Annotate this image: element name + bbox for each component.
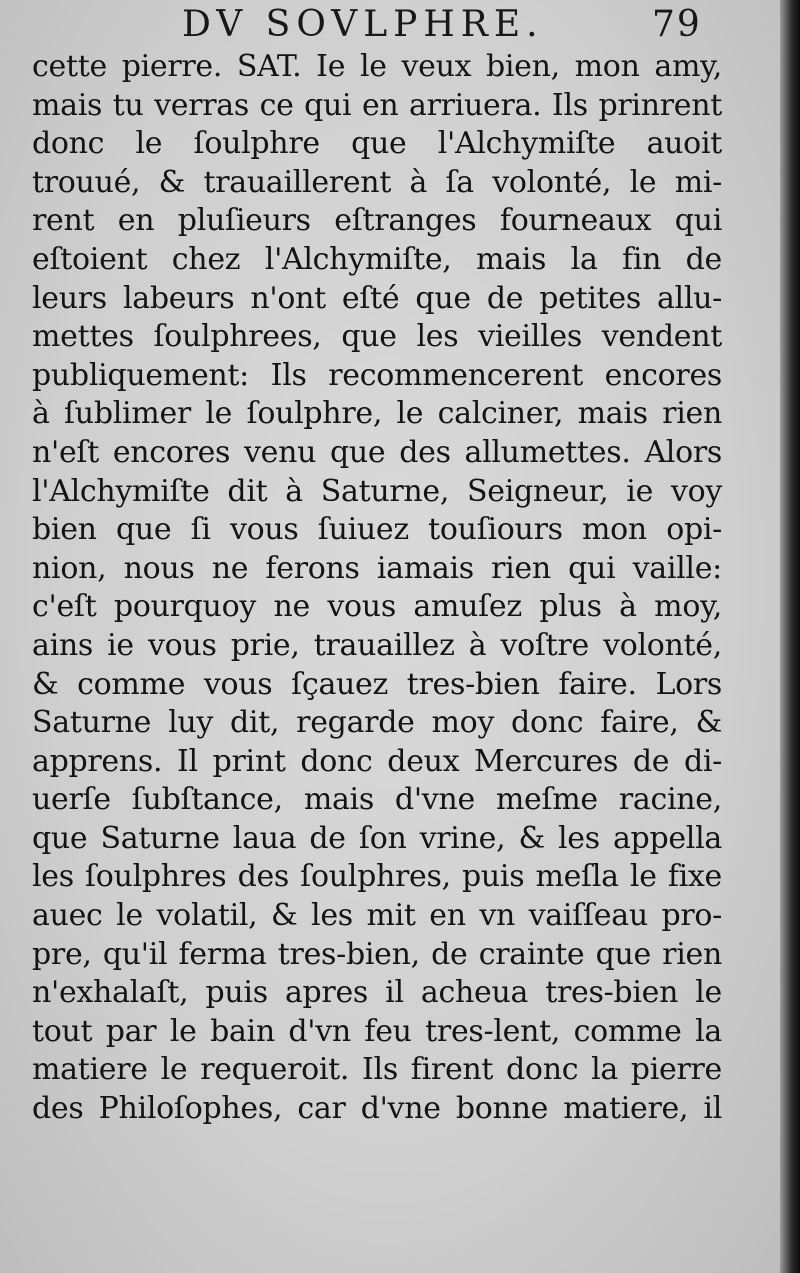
text-line: matiere le requeroit. Ils firent donc la pierre	[32, 1052, 722, 1088]
text-line: donc le ſoulphre que l'Alchymiſte auoit	[32, 126, 722, 162]
text-line: pre, qu'il ferma tres-bien, de crainte que rien	[32, 936, 722, 972]
running-title: DV SOVLPHRE.	[182, 4, 544, 45]
text-line: des Philoſophes, car d'vne bonne matiere, il	[32, 1091, 722, 1127]
text-line: les ſoulphres des ſoulphres, puis meſla le fixe	[32, 859, 722, 895]
text-line: cette pierre. SAT. Ie le veux bien, mon amy,	[32, 49, 722, 84]
text-line: ains ie vous prie, trauaillez à voſtre volonté,	[32, 627, 722, 663]
text-line: uerſe ſubſtance, mais d'vne meſme racine,	[32, 782, 722, 818]
text-line: Saturne luy dit, regarde moy donc faire, &	[32, 705, 722, 741]
text-line: publiquement: Ils recommencerent encores	[32, 357, 722, 393]
text-line: nion, nous ne ferons iamais rien qui vaille:	[32, 550, 722, 586]
text-line: leurs labeurs n'ont eſté que de petites allu-	[32, 280, 722, 316]
text-line: n'exhalaſt, puis apres il acheua tres-bien le	[32, 975, 722, 1011]
text-line: que Saturne laua de ſon vrine, & les appella	[32, 820, 722, 856]
text-line: bien que ſi vous ſuiuez touſiours mon opi-	[32, 512, 722, 548]
page-number: 79	[652, 4, 702, 45]
text-line: apprens. Il print donc deux Mercures de di-	[32, 743, 722, 779]
text-line: rent en pluſieurs eſtranges fourneaux qui	[32, 203, 722, 239]
text-line: n'eſt encores venu que des allumettes. Alors	[32, 434, 722, 470]
body-text	[32, 48, 722, 1129]
running-head	[182, 2, 742, 48]
text-line: mais tu verras ce qui en arriuera. Ils prinrent	[32, 87, 722, 123]
text-line: c'eſt pourquoy ne vous amuſez plus à moy,	[32, 589, 722, 625]
text-line: trouué, & trauaillerent à ſa volonté, le mi-	[32, 164, 722, 200]
text-line: mettes ſoulphrees, que les vieilles vendent	[32, 319, 722, 355]
text-line: auec le volatil, & les mit en vn vaiſſeau pro-	[32, 898, 722, 934]
text-line: à ſublimer le ſoulphre, le calciner, mais rien	[32, 396, 722, 432]
text-line: l'Alchymiſte dit à Saturne, Seigneur, ie voy	[32, 473, 722, 509]
text-line: tout par le bain d'vn feu tres-lent, comme la	[32, 1013, 722, 1049]
text-line: eſtoient chez l'Alchymiſte, mais la fin de	[32, 241, 722, 277]
page-edge-shadow	[780, 0, 800, 1273]
text-line: & comme vous ſçauez tres-bien faire. Lors	[32, 666, 722, 702]
